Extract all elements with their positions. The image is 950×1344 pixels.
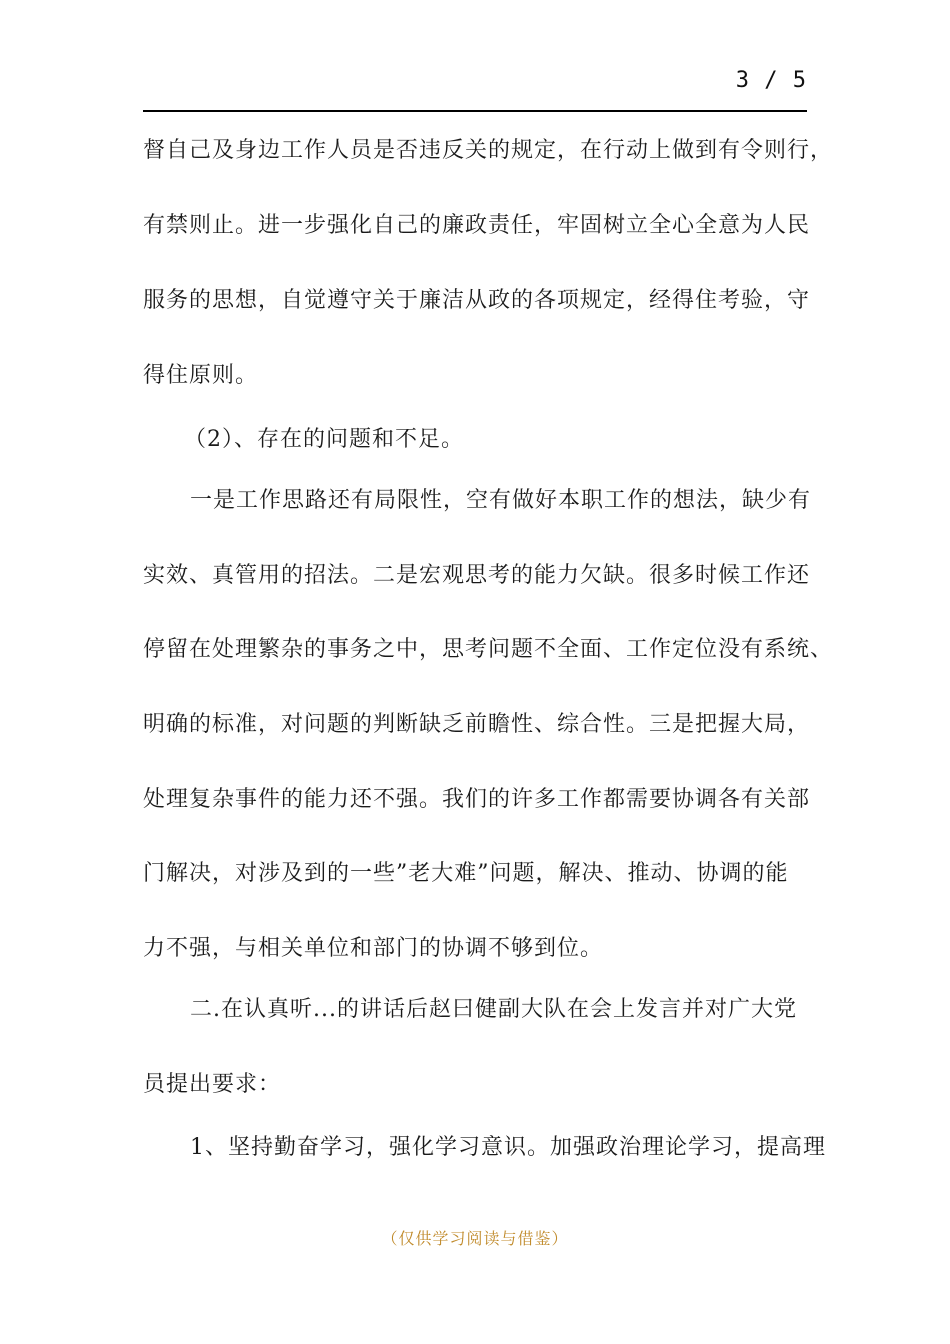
- body-line: 服务的思想，自觉遵守关于廉洁从政的各项规定，经得住考验，守: [143, 288, 811, 313]
- body-line: 督自己及身边工作人员是否违反关的规定，在行动上做到有令则行，: [143, 138, 834, 163]
- body-line: 停留在处理繁杂的事务之中，思考问题不全面、工作定位没有系统、: [143, 637, 834, 662]
- body-line: 有禁则止。进一步强化自己的廉政责任，牢固树立全心全意为人民: [143, 213, 811, 238]
- body-line: 力不强，与相关单位和部门的协调不够到位。: [143, 936, 604, 961]
- body-line: 员提出要求：: [143, 1072, 282, 1097]
- page-number: 3 / 5: [735, 68, 807, 93]
- paragraph-first-line: 二.在认真听...的讲话后赵曰健副大队在会上发言并对广大党: [190, 997, 797, 1022]
- paragraph-first-line: 一是工作思路还有局限性，空有做好本职工作的想法，缺少有: [190, 488, 812, 513]
- body-line: 明确的标准，对问题的判断缺乏前瞻性、综合性。三是把握大局，: [143, 712, 811, 737]
- body-line: 门解决，对涉及到的一些”老大难”问题，解决、推动、协调的能: [143, 861, 789, 886]
- body-line: 实效、真管用的招法。二是宏观思考的能力欠缺。很多时候工作还: [143, 563, 811, 588]
- section-heading: （2）、存在的问题和不足。: [184, 427, 464, 452]
- body-line: 处理复杂事件的能力还不强。我们的许多工作都需要协调各有关部: [143, 787, 811, 812]
- footer-note: （仅供学习阅读与借鉴）: [381, 1229, 569, 1248]
- paragraph-first-line: 1、坚持勤奋学习，强化学习意识。加强政治理论学习，提高理: [190, 1135, 826, 1160]
- body-line: 得住原则。: [143, 363, 259, 388]
- header-divider: [143, 110, 807, 112]
